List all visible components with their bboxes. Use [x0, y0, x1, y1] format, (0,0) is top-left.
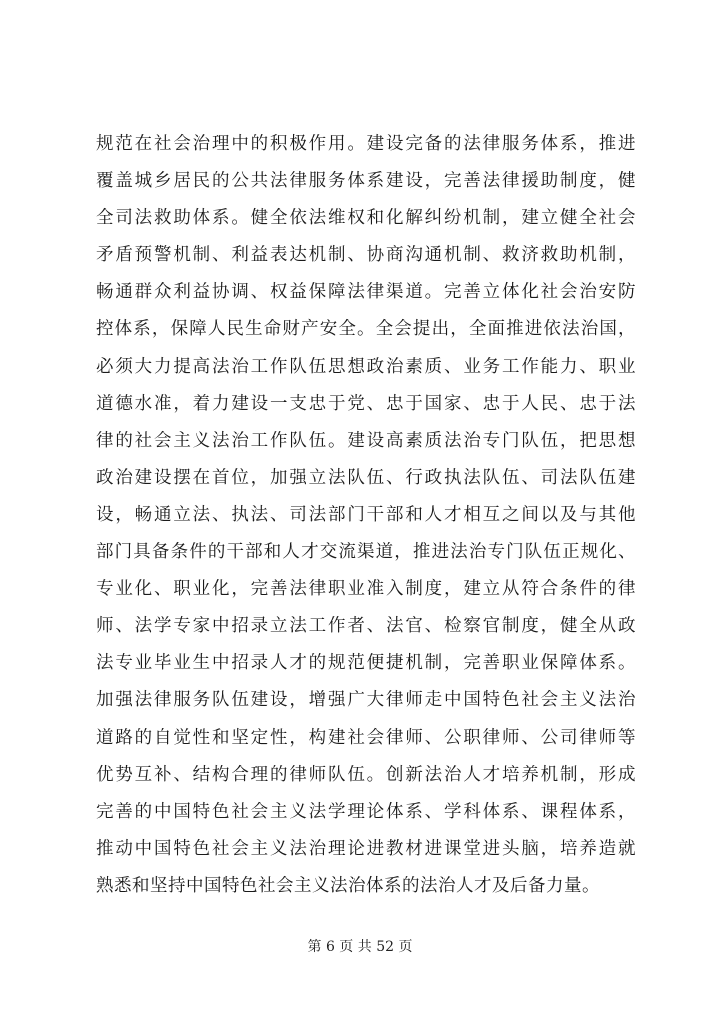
text-line: 推动中国特色社会主义法治理论进教材进课堂进头脑，培养造就	[96, 838, 636, 859]
text-line: 法专业毕业生中招录人才的规范便捷机制，完善职业保障体系。	[96, 653, 636, 674]
text-line: 律的社会主义法治工作队伍。建设高素质法治专门队伍，把思想	[96, 430, 636, 451]
text-line: 师、法学专家中招录立法工作者、法官、检察官制度，健全从政	[96, 616, 636, 637]
text-line: 畅通群众利益协调、权益保障法律渠道。完善立体化社会治安防	[96, 282, 636, 303]
text-line: 完善的中国特色社会主义法学理论体系、学科体系、课程体系，	[96, 801, 636, 822]
page-number-footer: 第 6 页 共 52 页	[307, 939, 413, 955]
text-line: 部门具备条件的干部和人才交流渠道，推进法治专门队伍正规化、	[96, 542, 636, 563]
text-line: 专业化、职业化，完善法律职业准入制度，建立从符合条件的律	[96, 579, 636, 600]
text-line: 政治建设摆在首位，加强立法队伍、行政执法队伍、司法队伍建	[96, 467, 636, 488]
text-line: 设，畅通立法、执法、司法部门干部和人才相互之间以及与其他	[96, 504, 636, 525]
text-line: 矛盾预警机制、利益表达机制、协商沟通机制、救济救助机制，	[96, 245, 636, 266]
text-line: 优势互补、结构合理的律师队伍。创新法治人才培养机制，形成	[96, 764, 636, 785]
text-line: 道路的自觉性和坚定性，构建社会律师、公职律师、公司律师等	[96, 727, 636, 748]
text-line: 加强法律服务队伍建设，增强广大律师走中国特色社会主义法治	[96, 690, 636, 711]
text-line: 必须大力提高法治工作队伍思想政治素质、业务工作能力、职业	[96, 356, 636, 377]
text-line: 熟悉和坚持中国特色社会主义法治体系的法治人才及后备力量。	[96, 875, 600, 896]
text-line: 道德水准，着力建设一支忠于党、忠于国家、忠于人民、忠于法	[96, 393, 636, 414]
body-text	[96, 126, 636, 905]
text-line: 规范在社会治理中的积极作用。建设完备的法律服务体系，推进	[96, 134, 636, 154]
text-line: 全司法救助体系。健全依法维权和化解纠纷机制，建立健全社会	[96, 208, 636, 229]
text-line: 覆盖城乡居民的公共法律服务体系建设，完善法律援助制度，健	[96, 171, 636, 192]
text-line: 控体系，保障人民生命财产安全。全会提出，全面推进依法治国，	[96, 319, 636, 340]
